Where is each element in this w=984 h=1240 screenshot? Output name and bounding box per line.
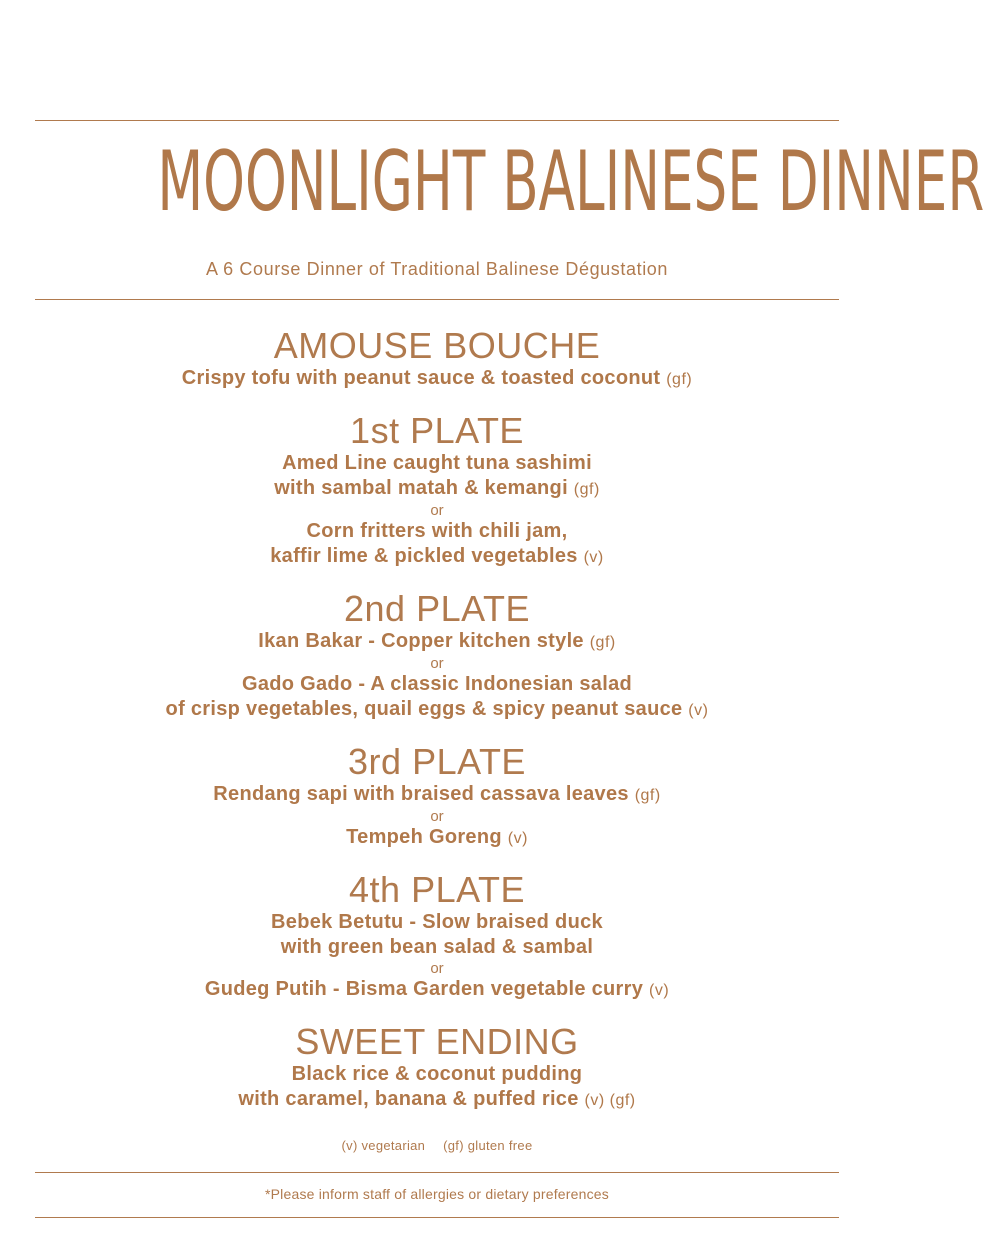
dish-text: Corn fritters with chili jam, xyxy=(306,520,568,542)
dietary-tag: (v) xyxy=(507,830,528,847)
course-section xyxy=(0,742,874,851)
menu-title: MOONLIGHT BALINESE DINNER xyxy=(157,133,984,230)
dietary-legend xyxy=(0,1138,874,1153)
course-section xyxy=(0,589,874,723)
dish-text: Tempeh Goreng xyxy=(346,826,502,848)
dish-line xyxy=(0,977,874,1003)
dish-line xyxy=(0,544,874,570)
dish-text: Crispy tofu with peanut sauce & toasted coconut xyxy=(181,367,661,389)
or-separator: or xyxy=(430,655,444,672)
course-list xyxy=(0,326,874,1113)
dish-line xyxy=(0,697,874,723)
course-section xyxy=(0,1022,874,1113)
dish-text: Gudeg Putih - Bisma Garden vegetable curry xyxy=(204,978,644,1000)
dietary-tag: (gf) xyxy=(666,371,693,388)
dietary-tag: (v) xyxy=(688,702,709,719)
course-title: SWEET ENDING xyxy=(295,1021,579,1062)
dish-line xyxy=(0,782,874,808)
dish-line xyxy=(0,825,874,851)
dietary-tag: (v) (gf) xyxy=(584,1092,636,1109)
legend-gluten-free: (gf) gluten free xyxy=(443,1138,533,1153)
dietary-tag: (gf) xyxy=(589,634,616,651)
menu-subtitle: A 6 Course Dinner of Traditional Balinese Dégustation xyxy=(205,259,669,279)
course-title: 2nd PLATE xyxy=(344,588,530,629)
dish-text: Black rice & coconut pudding xyxy=(291,1063,583,1085)
header-divider xyxy=(35,299,839,300)
legend-vegetarian: (v) vegetarian xyxy=(341,1138,426,1153)
course-title: 3rd PLATE xyxy=(348,741,526,782)
dish-line xyxy=(0,1087,874,1113)
dish-line xyxy=(0,629,874,655)
dish-text: with caramel, banana & puffed rice xyxy=(238,1088,579,1110)
dish-text: Rendang sapi with braised cassava leaves xyxy=(213,783,629,805)
dietary-tag: (gf) xyxy=(573,481,600,498)
footer-divider-top xyxy=(35,1172,839,1173)
dish-text: Amed Line caught tuna sashimi xyxy=(282,452,592,474)
top-divider xyxy=(35,120,839,121)
or-separator: or xyxy=(430,502,444,519)
dish-text: of crisp vegetables, quail eggs & spicy peanut sauce xyxy=(165,698,683,720)
course-title: 4th PLATE xyxy=(349,869,525,910)
course-section xyxy=(0,870,874,1003)
dietary-tag: (v) xyxy=(583,549,604,566)
allergy-note: *Please inform staff of allergies or dietary preferences xyxy=(265,1186,609,1202)
or-separator: or xyxy=(430,960,444,977)
dietary-tag: (gf) xyxy=(634,787,661,804)
dish-line xyxy=(0,910,874,935)
dish-text: Ikan Bakar - Copper kitchen style xyxy=(258,630,584,652)
dish-text: with sambal matah & kemangi xyxy=(274,477,568,499)
dish-line xyxy=(0,519,874,544)
dish-text: Bebek Betutu - Slow braised duck xyxy=(271,911,603,933)
dish-text: kaffir lime & pickled vegetables xyxy=(270,545,578,567)
dish-line xyxy=(0,451,874,476)
or-separator: or xyxy=(430,808,444,825)
dish-line xyxy=(0,366,874,392)
dietary-tag: (v) xyxy=(648,982,670,999)
footer-divider-bottom xyxy=(35,1217,839,1218)
course-title: AMOUSE BOUCHE xyxy=(273,325,601,366)
course-title: 1st PLATE xyxy=(350,410,524,451)
course-section xyxy=(0,411,874,570)
dish-text: with green bean salad & sambal xyxy=(280,936,594,958)
dish-text: Gado Gado - A classic Indonesian salad xyxy=(241,673,633,695)
dish-line xyxy=(0,476,874,502)
dish-line xyxy=(0,672,874,697)
dish-line xyxy=(0,1062,874,1087)
dish-line xyxy=(0,935,874,960)
course-section xyxy=(0,326,874,392)
